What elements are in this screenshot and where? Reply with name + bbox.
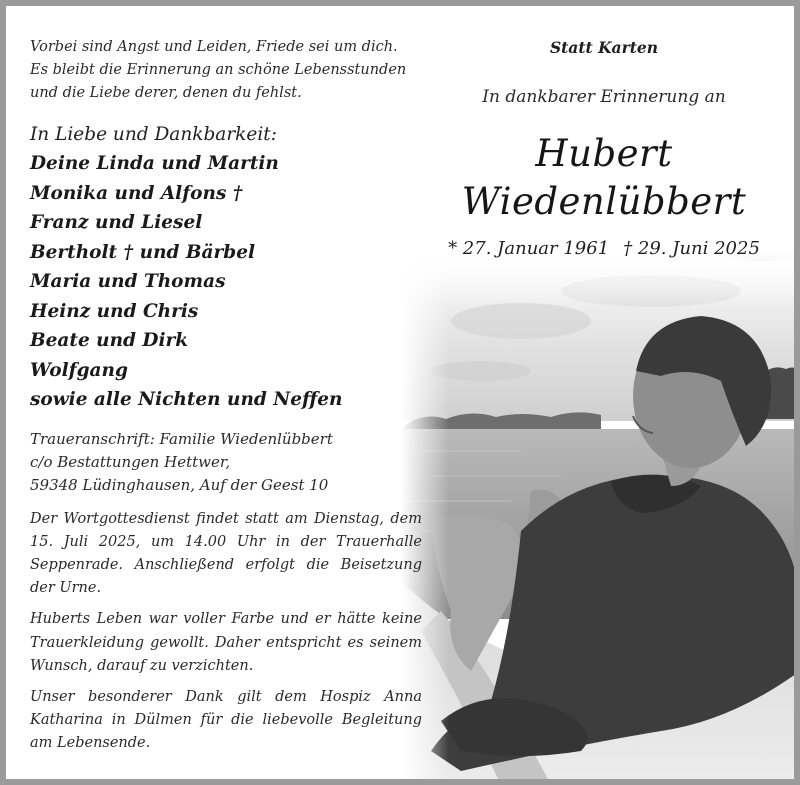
family-member: Monika und Alfons †: [30, 182, 243, 204]
family-member: Bertholt † und Bärbel: [30, 241, 255, 263]
right-header: [426, 36, 782, 262]
love-intro: In Liebe und Dankbarkeit:: [30, 124, 277, 145]
family-member: Franz und Liesel: [30, 212, 203, 233]
poem-line: und die Liebe derer, denen du fehlst.: [30, 85, 302, 101]
deceased-first-name: Hubert: [535, 132, 673, 175]
memorial-intro: In dankbarer Erinnerung an: [482, 87, 726, 107]
family-member: Heinz und Chris: [30, 300, 199, 322]
mourning-address: [30, 428, 425, 497]
birth-date: * 27. Januar 1961: [448, 238, 610, 259]
left-column: [30, 36, 425, 756]
address-line: Traueranschrift: Familie Wiedenlübbert: [30, 429, 333, 448]
death-date: † 29. Juni 2025: [623, 238, 760, 259]
statt-karten: Statt Karten: [549, 38, 659, 57]
family-list: [30, 149, 425, 415]
address-line: 59348 Lüdinghausen, Auf der Geest 10: [30, 475, 329, 494]
portrait-photo: [401, 251, 800, 785]
family-member: Maria und Thomas: [30, 271, 226, 292]
address-line: c/o Bestattungen Hettwer,: [30, 452, 231, 471]
family-member: Deine Linda und Martin: [30, 153, 279, 174]
life-dates: [426, 236, 782, 262]
portrait-photo-graphic: [401, 251, 800, 785]
clothing-paragraph: Huberts Leben war voller Farbe und er hätte keine Trauerkleidung gewollt. Daher entspricht es seinem Wunsch, darauf zu verzichten.: [30, 611, 422, 674]
family-member: sowie alle Nichten und Neffen: [30, 389, 343, 410]
service-info: [30, 508, 422, 756]
family-member: Beate und Dirk: [30, 330, 189, 351]
family-member: Wolfgang: [30, 359, 128, 381]
poem: [30, 36, 425, 105]
poem-line: Vorbei sind Angst und Leiden, Friede sei um dich.: [30, 39, 398, 55]
service-paragraph: Der Wortgottesdienst findet statt am Dienstag, dem 15. Juli 2025, um 14.00 Uhr in der Trauerhalle Seppenrade. Anschließend erfolgt die Beisetzung der Urne.: [30, 510, 422, 597]
poem-line: Es bleibt die Erinnerung an schöne Lebensstunden: [30, 62, 407, 78]
thanks-paragraph: Unser besonderer Dank gilt dem Hospiz Anna Katharina in Dülmen für die liebevolle Begleitung am Lebensende.: [30, 688, 422, 752]
deceased-last-name: Wiedenlübbert: [461, 180, 747, 223]
